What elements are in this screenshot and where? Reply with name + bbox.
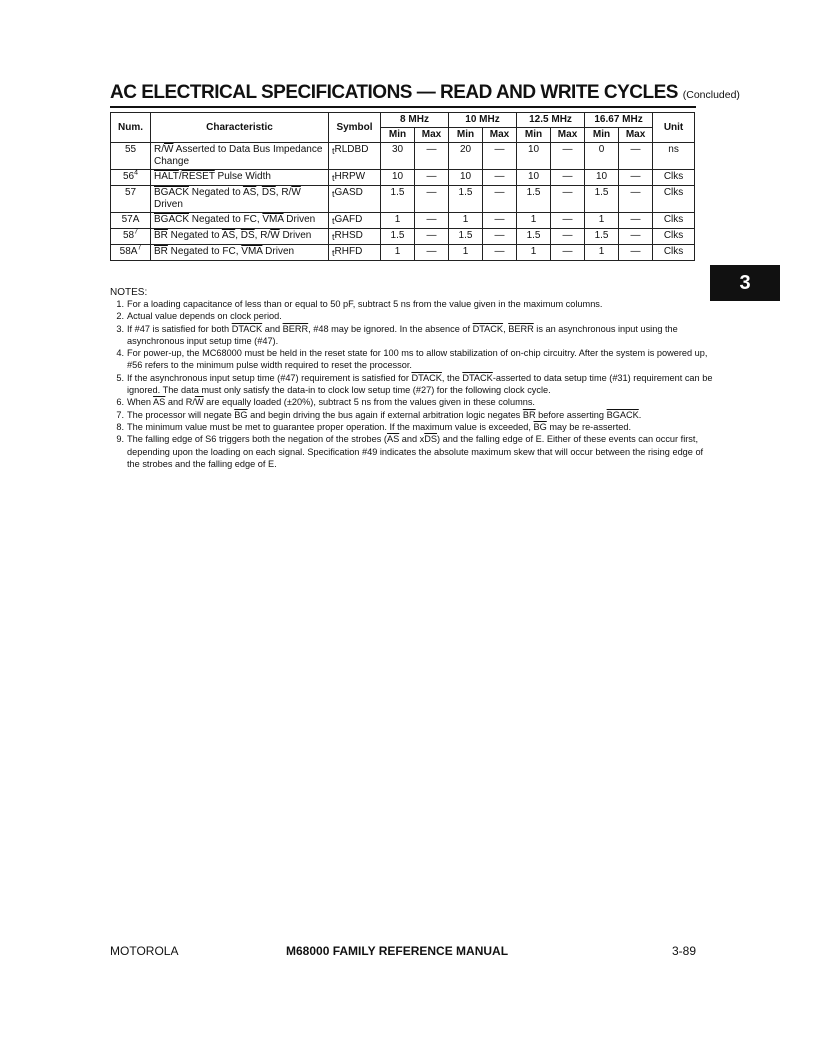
cell-characteristic: $\overline{BR}$ Negated to $\overline{AS}$, $\overline{DS}$, $R/\overline{W}$ Driven: [151, 229, 329, 245]
cell-value: 1: [449, 245, 483, 261]
cell-value: 1: [381, 245, 415, 261]
cell-value: —: [619, 186, 653, 213]
cell-num: $56^4$: [111, 170, 151, 186]
cell-value: 20: [449, 143, 483, 170]
notes-list: [110, 298, 717, 470]
cell-symbol: tRHSD: [329, 229, 381, 245]
cell-value: —: [619, 143, 653, 170]
cell-value: 1: [517, 245, 551, 261]
cell-value: 0: [585, 143, 619, 170]
cell-value: 1.5: [585, 229, 619, 245]
title-rule: [110, 106, 696, 108]
cell-value: 10: [381, 170, 415, 186]
cell-characteristic: BGACK Negated to FC, $\overline{VMA}$ Driven: [151, 213, 329, 229]
header-max: Max: [483, 128, 517, 143]
cell-num: $58^7$: [111, 229, 151, 245]
cell-value: 1.5: [381, 186, 415, 213]
cell-unit: Clks: [653, 229, 695, 245]
cell-unit: Clks: [653, 170, 695, 186]
cell-value: 1: [517, 213, 551, 229]
header-characteristic: Characteristic: [151, 113, 329, 143]
cell-value: 1.5: [449, 186, 483, 213]
note-item: 9. The falling edge of S6 triggers both the negation of the strobes ($\overline{AS}$ and $x\overline{DS}$) and the falling edge of E. Either of these events can occur first, depending upon the loading on each signal. Specification #49 indicates the absolute maximum skew that will occur between the rising edge of the strobes and the falling edge of E.: [116, 434, 704, 469]
header-row-1: [111, 113, 695, 128]
header-min: Min: [381, 128, 415, 143]
note-item: 7. The processor will negate $\overline{BG}$ and begin driving the bus again if external arbitration logic negates $\overline{BR}$ before asserting BGACK.: [116, 409, 642, 420]
cell-value: —: [619, 229, 653, 245]
footer-page-number: 3-89: [672, 944, 697, 958]
cell-value: —: [551, 229, 585, 245]
cell-value: —: [483, 245, 517, 261]
cell-symbol: tGASD: [329, 186, 381, 213]
section-tab-marker: 3: [710, 265, 780, 301]
cell-value: —: [551, 245, 585, 261]
header-freq-16-67: 16.67 MHz: [585, 113, 653, 128]
cell-value: —: [415, 213, 449, 229]
cell-num: 55: [111, 143, 151, 170]
header-min: Min: [517, 128, 551, 143]
page-title: AC ELECTRICAL SPECIFICATIONS — READ AND WRITE CYCLES (Concluded): [110, 82, 740, 103]
header-freq-12-5: 12.5 MHz: [517, 113, 585, 128]
cell-unit: Clks: [653, 186, 695, 213]
cell-value: —: [483, 170, 517, 186]
cell-unit: ns: [653, 143, 695, 170]
note-item: 8. The minimum value must be met to guarantee proper operation. If the maximum value is exceeded, $\overline{BG}$ may be re-asserted.: [116, 421, 632, 432]
header-min: Min: [585, 128, 619, 143]
cell-value: —: [483, 143, 517, 170]
cell-num: 57: [111, 186, 151, 213]
table-row: [111, 229, 695, 245]
cell-value: 1.5: [517, 229, 551, 245]
note-item: 6. When $\overline{AS}$ and $R/\overline{W}$ are equally loaded (±20%), subtract 5 ns from the values given in these columns.: [116, 397, 535, 408]
cell-value: —: [415, 143, 449, 170]
cell-value: —: [483, 213, 517, 229]
cell-value: —: [619, 170, 653, 186]
cell-characteristic: HALT/RESET Pulse Width: [151, 170, 329, 186]
header-freq-8: 8 MHz: [381, 113, 449, 128]
header-symbol: Symbol: [329, 113, 381, 143]
note-item: 4. For power-up, the MC68000 must be held in the reset state for 100 ms to allow stabilization of on-chip circuitry. After the system is powered up, #56 refers to the minimum pulse width required to reset the processor.: [116, 348, 708, 371]
cell-value: —: [551, 143, 585, 170]
cell-unit: Clks: [653, 213, 695, 229]
cell-value: 1.5: [517, 186, 551, 213]
cell-value: —: [551, 213, 585, 229]
cell-characteristic: BGACK Negated to $\overline{AS}$, $\overline{DS}$, $R/\overline{W}$ Driven: [151, 186, 329, 213]
header-unit: Unit: [653, 113, 695, 143]
cell-symbol: tGAFD: [329, 213, 381, 229]
cell-value: —: [483, 186, 517, 213]
cell-value: 1: [585, 245, 619, 261]
cell-value: 1.5: [381, 229, 415, 245]
cell-value: 30: [381, 143, 415, 170]
cell-value: 1: [381, 213, 415, 229]
note-item: 2. Actual value depends on clock period.: [116, 311, 282, 322]
cell-value: 10: [449, 170, 483, 186]
cell-value: —: [415, 170, 449, 186]
header-max: Max: [551, 128, 585, 143]
table-row: [111, 170, 695, 186]
cell-value: 10: [517, 143, 551, 170]
table-row: [111, 245, 695, 261]
cell-value: —: [619, 213, 653, 229]
cell-value: —: [415, 186, 449, 213]
header-min: Min: [449, 128, 483, 143]
cell-value: —: [415, 245, 449, 261]
cell-characteristic: $R/\overline{W}$ Asserted to Data Bus Impedance Change: [151, 143, 329, 170]
cell-value: 10: [585, 170, 619, 186]
cell-value: 1.5: [449, 229, 483, 245]
cell-value: —: [551, 186, 585, 213]
cell-value: —: [551, 170, 585, 186]
cell-symbol: tRLDBD: [329, 143, 381, 170]
header-num: Num.: [111, 113, 151, 143]
cell-symbol: tHRPW: [329, 170, 381, 186]
cell-value: —: [415, 229, 449, 245]
cell-value: 10: [517, 170, 551, 186]
notes-label: NOTES:: [110, 287, 148, 298]
table-row: [111, 213, 695, 229]
footer-manual-title: M68000 FAMILY REFERENCE MANUAL: [286, 944, 509, 958]
cell-value: 1.5: [585, 186, 619, 213]
cell-unit: Clks: [653, 245, 695, 261]
header-max: Max: [619, 128, 653, 143]
ac-spec-table: [110, 112, 695, 261]
note-item: 3. If #47 is satisfied for both DTACK and BERR, #48 may be ignored. In the absence of DTACK, BERR is an asynchronous input using the asynchronous input setup time (#47).: [116, 323, 678, 346]
table-row: [111, 143, 695, 170]
cell-value: —: [483, 229, 517, 245]
cell-value: —: [619, 245, 653, 261]
footer-publisher: MOTOROLA: [110, 944, 179, 958]
cell-symbol: tRHFD: [329, 245, 381, 261]
header-max: Max: [415, 128, 449, 143]
note-item: 5. If the asynchronous input setup time (#47) requirement is satisfied for DTACK, the DTACK-asserted to data setup time (#31) requirement can be ignored. The data must only satisfy the data-in to clock low setup time (#27) for the following clock cycle.: [116, 372, 713, 396]
title-suffix: (Concluded): [682, 89, 740, 101]
cell-num: $58A^7$: [111, 245, 151, 261]
cell-value: 1: [449, 213, 483, 229]
cell-value: 1: [585, 213, 619, 229]
table-row: [111, 186, 695, 213]
cell-characteristic: $\overline{BR}$ Negated to FC, $\overline{VMA}$ Driven: [151, 245, 329, 261]
cell-num: 57A: [111, 213, 151, 229]
header-freq-10: 10 MHz: [449, 113, 517, 128]
note-item: 1. For a loading capacitance of less than or equal to 50 pF, subtract 5 ns from the value given in the maximum columns.: [116, 299, 603, 309]
